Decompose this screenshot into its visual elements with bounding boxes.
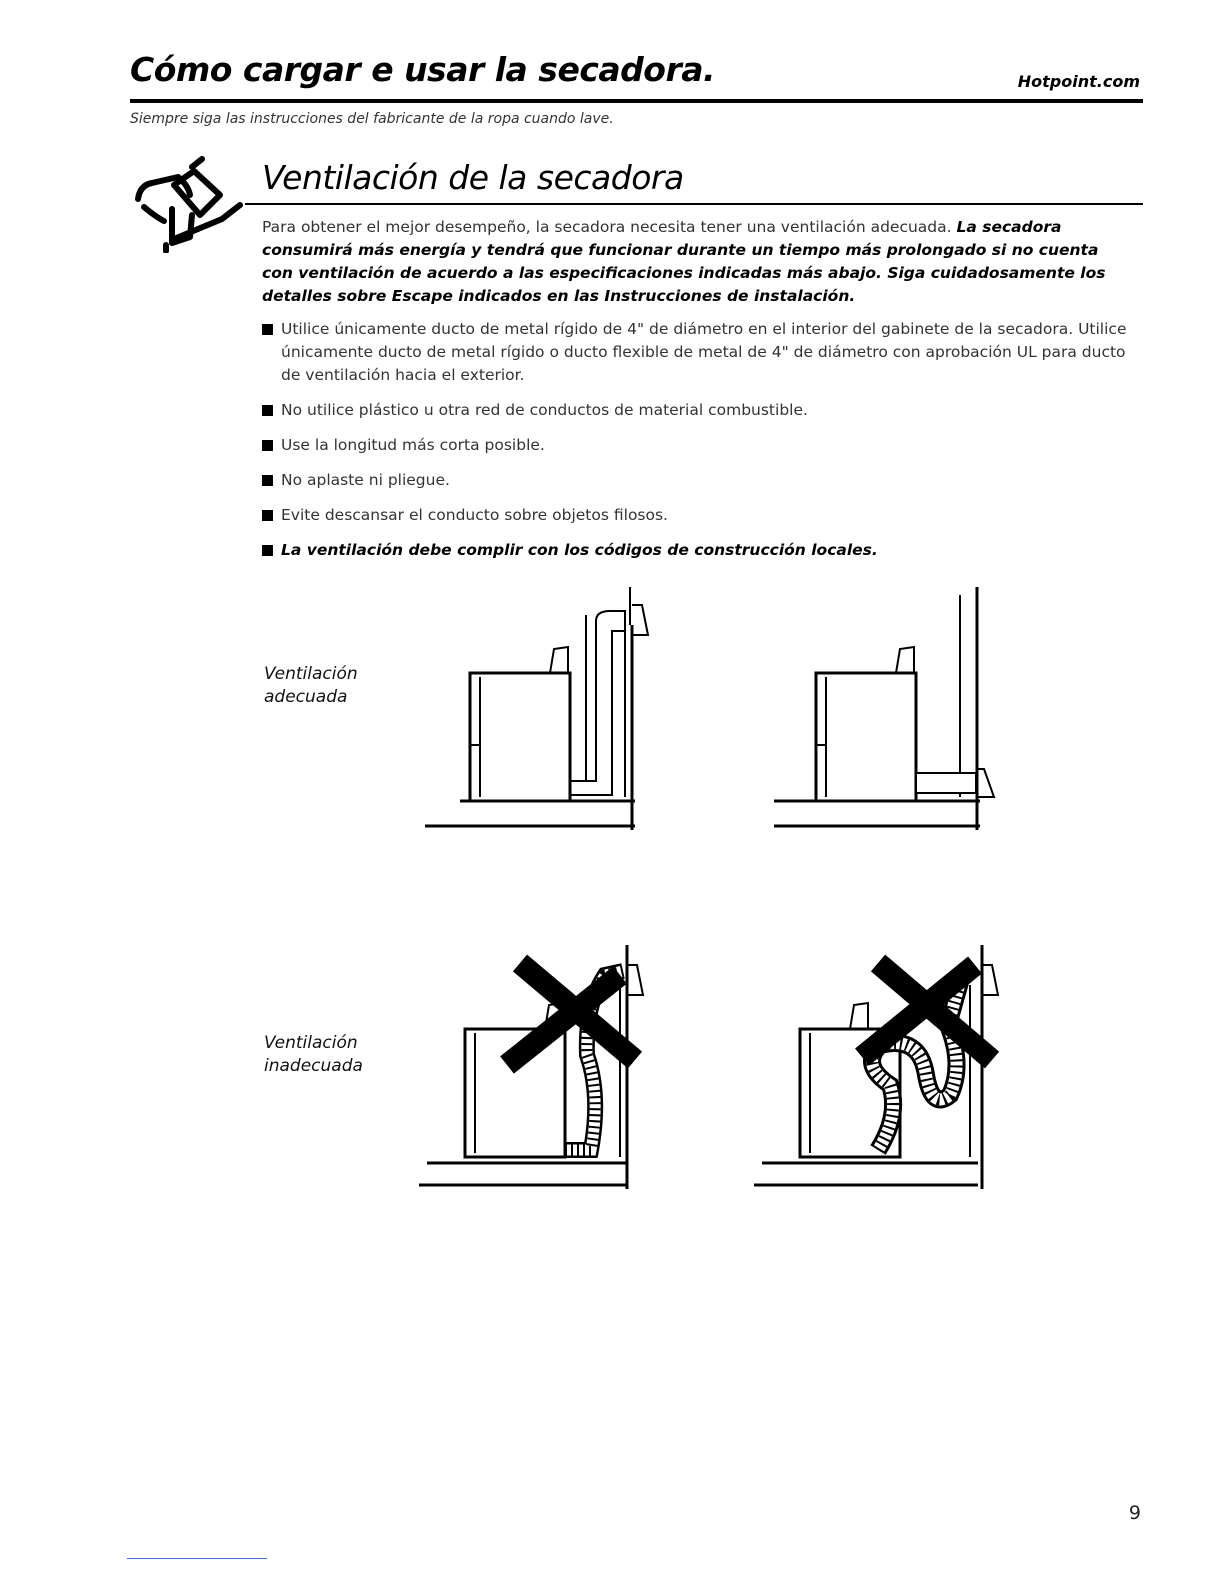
bullet-square-icon xyxy=(262,405,273,416)
header-rule xyxy=(130,99,1143,103)
proper-venting-label: Ventilación adecuada xyxy=(264,664,358,707)
list-item: La ventilación debe complir con los códigos de construcción locales. xyxy=(262,539,1142,562)
site-url: Hotpoint.com xyxy=(1017,72,1140,91)
bullet-square-icon xyxy=(262,475,273,486)
section-title: Ventilación de la secadora xyxy=(262,158,684,197)
list-item: Utilice únicamente ducto de metal rígido de 4" de diámetro en el interior del gabinete de la secadora. Utilice únicamente ducto de metal rígido o ducto flexible de metal de 4" de diámetro con aprobación UL para ducto de ventilación hacia el exterior. xyxy=(262,318,1142,387)
bullet-square-icon xyxy=(262,510,273,521)
list-item: Use la longitud más corta posible. xyxy=(262,434,1142,457)
bullet-square-icon xyxy=(262,545,273,556)
intro-bold-text: La secadora consumirá más energía y tendrá que funcionar durante un tiempo más prolongado si no cuenta con ventilación de acuerdo a las especificaciones indicadas más abajo. Siga cuidadosamente los detalles sobre Escape indicados en las Instrucciones de instalación. xyxy=(262,218,1106,305)
vent-requirements-list xyxy=(262,318,1142,574)
section-rule xyxy=(245,203,1143,205)
improper-vent-coiled-diagram xyxy=(750,945,1010,1195)
footer-link-underline xyxy=(127,1558,267,1559)
improper-vent-kinked-diagram xyxy=(415,945,655,1195)
list-item: Evite descansar el conducto sobre objetos filosos. xyxy=(262,504,1142,527)
improper-venting-label: Ventilación inadecuada xyxy=(264,1033,363,1076)
page-subtitle: Siempre siga las instrucciones del fabricante de la ropa cuando lave. xyxy=(130,111,614,127)
proper-vent-vertical-diagram xyxy=(420,585,660,835)
proper-vent-horizontal-diagram xyxy=(770,585,1010,835)
list-item: No utilice plástico u otra red de conductos de material combustible. xyxy=(262,399,1142,422)
vent-hood-icon xyxy=(130,155,248,253)
page-title: Cómo cargar e usar la secadora. xyxy=(130,50,716,89)
bullet-square-icon xyxy=(262,324,273,335)
intro-plain-text: Para obtener el mejor desempeño, la secadora necesita tener una ventilación adecuada. xyxy=(262,218,957,236)
page-number: 9 xyxy=(1128,1502,1141,1524)
intro-paragraph xyxy=(262,216,1122,308)
bullet-square-icon xyxy=(262,440,273,451)
list-item: No aplaste ni pliegue. xyxy=(262,469,1142,492)
